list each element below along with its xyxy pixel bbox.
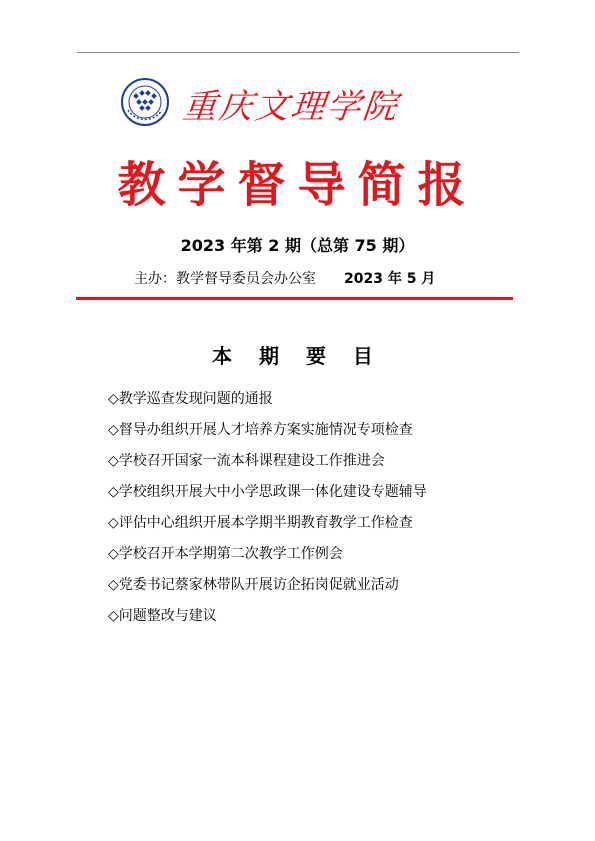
top-divider (77, 52, 519, 53)
contents-heading: 本 期 要 目 (212, 344, 383, 368)
report-title: 教学督导简报 (117, 157, 478, 213)
contents-item: ◇督导办组织开展人才培养方案实施情况专项检查 (108, 422, 413, 438)
contents-item: ◇评估中心组织开展本学期半期教育教学工作检查 (108, 515, 413, 531)
contents-item: ◇党委书记蔡家林带队开展访企拓岗促就业活动 (108, 577, 399, 593)
contents-list (108, 388, 427, 636)
host-line (134, 268, 435, 288)
school-name-logotype: 重庆文理学院 (180, 87, 401, 127)
contents-item: ◇学校召开本学期第二次教学工作例会 (108, 546, 343, 562)
university-seal-icon (120, 77, 170, 127)
contents-item: ◇学校组织开展大中小学思政课一体化建设专题辅导 (108, 484, 427, 500)
contents-item: ◇教学巡查发现问题的通报 (108, 391, 273, 407)
host-label: 主办：教学督导委员会办公室 (134, 271, 316, 287)
contents-item: ◇问题整改与建议 (108, 608, 217, 624)
publish-date: 2023 年 5 月 (344, 271, 436, 287)
issue-number: 2023 年第 2 期（总第 75 期） (180, 236, 415, 255)
contents-item: ◇学校召开国家一流本科课程建设工作推进会 (108, 453, 385, 469)
red-divider (76, 297, 513, 300)
